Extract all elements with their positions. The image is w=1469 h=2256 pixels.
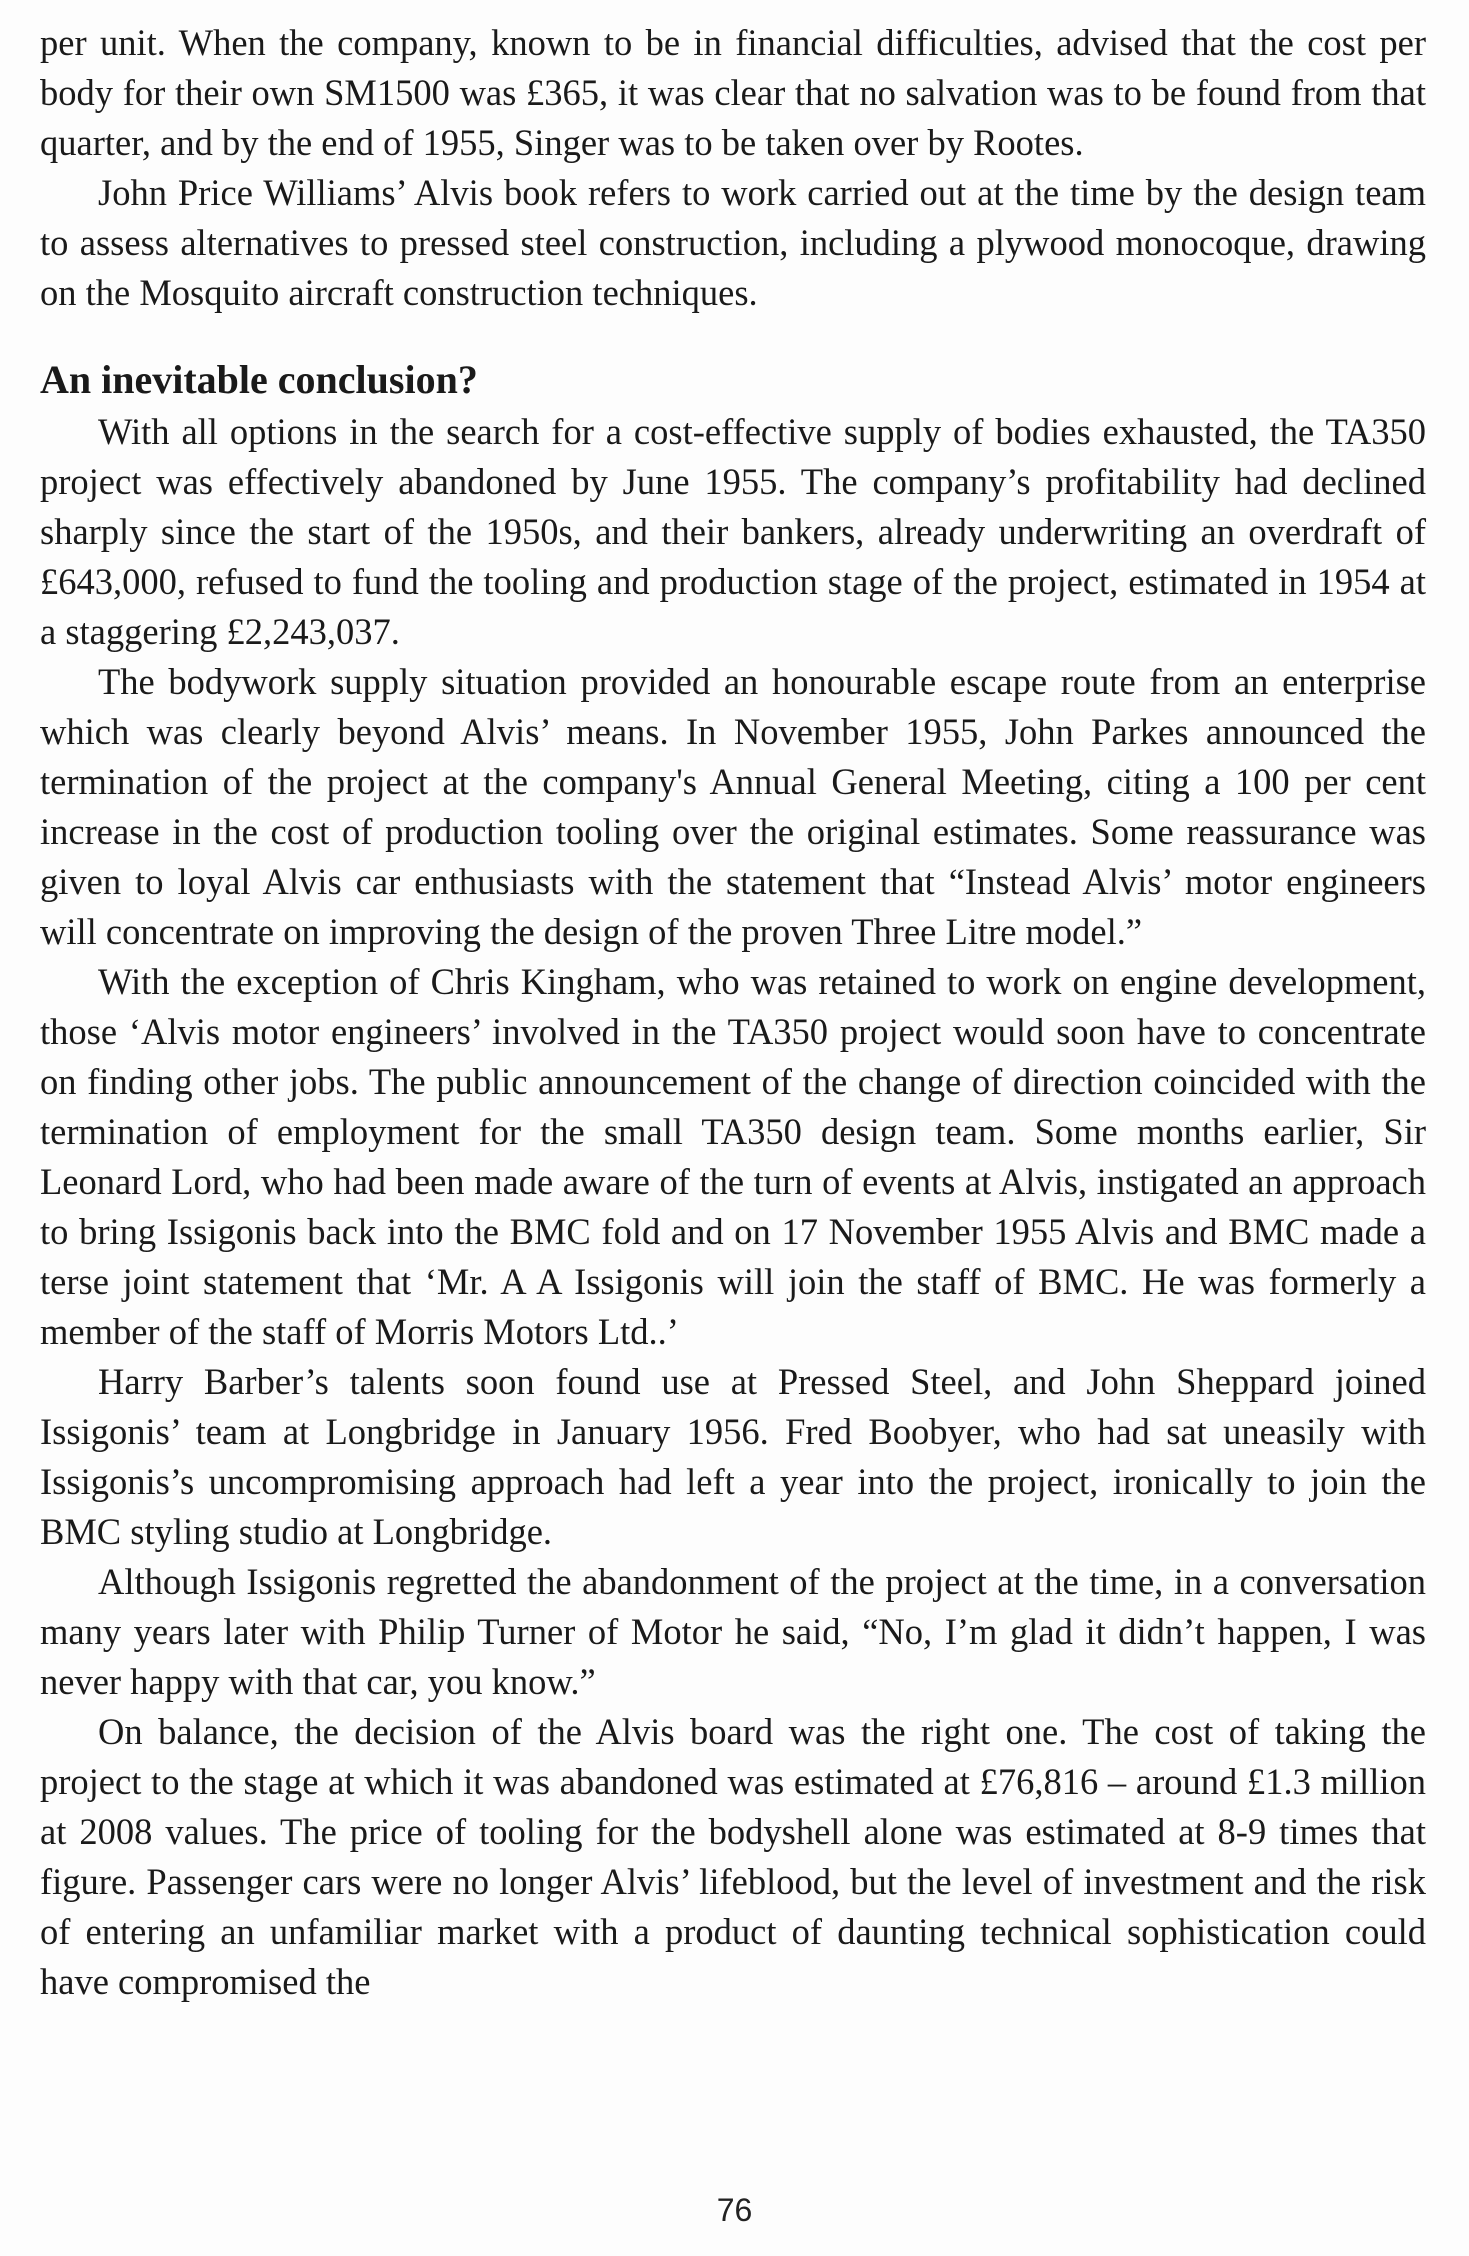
body-paragraph: On balance, the decision of the Alvis board was the right one. The cost of taking the project to the stage at which it was abandoned was estimated at £76,816 – around £1.3 million at 2008 values. The price of tooling for the bodyshell alone was estimated at 8-9 times that figure. Passenger cars were no longer Alvis’ lifeblood, but the level of investment and the risk of entering an unfamiliar market with a product of daunting technical sophistication could have compromised the [40,1711,1426,2002]
body-paragraph: John Price Williams’ Alvis book refers to work carried out at the time by the design team to assess alternatives to pressed steel construction, including a plywood monocoque, drawing on the Mosquito aircraft construction techniques. [40,172,1426,313]
body-paragraph: per unit. When the company, known to be in financial difficulties, advised that the cost per body for their own SM1500 was £365, it was clear that no salvation was to be found from that quarter, and by the end of 1955, Singer was to be taken over by Rootes. [40,22,1426,163]
body-paragraph: With all options in the search for a cost-effective supply of bodies exhausted, the TA350 project was effectively abandoned by June 1955. The company’s profitability had declined sharply since the start of the 1950s, and their bankers, already underwriting an overdraft of £643,000, refused to fund the tooling and production stage of the project, estimated in 1954 at a staggering £2,243,037. [40,411,1426,652]
body-paragraph: Although Issigonis regretted the abandonment of the project at the time, in a conversation many years later with Philip Turner of Motor he said, “No, I’m glad it didn’t happen, I was never happy with that car, you know.” [40,1561,1426,1702]
body-paragraph: Harry Barber’s talents soon found use at Pressed Steel, and John Sheppard joined Issigonis’ team at Longbridge in January 1956. Fred Boobyer, who had sat uneasily with Issigonis’s uncompromising approach had left a year into the project, ironically to join the BMC styling studio at Longbridge. [40,1361,1426,1552]
document-page [40,18,1426,2007]
page-number: 76 [716,2192,753,2228]
section-heading: An inevitable conclusion? [40,357,478,402]
body-paragraph: The bodywork supply situation provided an honourable escape route from an enterprise which was clearly beyond Alvis’ means. In November 1955, John Parkes announced the termination of the project at the company's Annual General Meeting, citing a 100 per cent increase in the cost of production tooling over the original estimates. Some reassurance was given to loyal Alvis car enthusiasts with the statement that “Instead Alvis’ motor engineers will concentrate on improving the design of the proven Three Litre model.” [40,661,1426,952]
body-paragraph: With the exception of Chris Kingham, who was retained to work on engine development, those ‘Alvis motor engineers’ involved in the TA350 project would soon have to concentrate on finding other jobs. The public announcement of the change of direction coincided with the termination of employment for the small TA350 design team. Some months earlier, Sir Leonard Lord, who had been made aware of the turn of events at Alvis, instigated an approach to bring Issigonis back into the BMC fold and on 17 November 1955 Alvis and BMC made a terse joint statement that ‘Mr. A A Issigonis will join the staff of BMC. He was formerly a member of the staff of Morris Motors Ltd..’ [40,961,1426,1352]
